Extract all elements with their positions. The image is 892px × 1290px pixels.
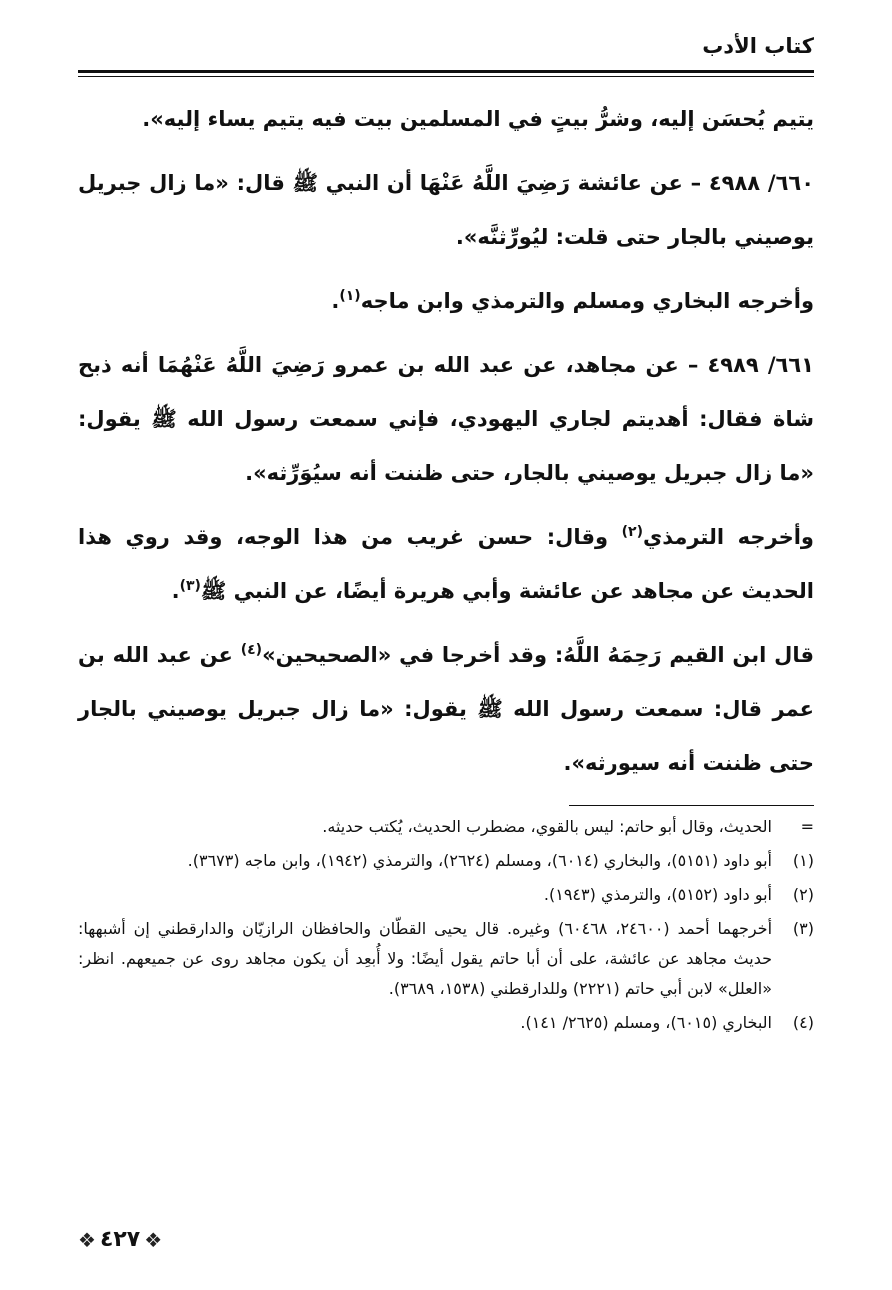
page-number-block <box>78 1227 162 1252</box>
paragraph-takhrij-1 <box>78 274 814 328</box>
square-ornament-icon: ❖ <box>78 1227 96 1252</box>
footnote-separator <box>569 805 814 806</box>
speaker-lead: قال ابن القيم <box>669 643 815 667</box>
footnote-text: أخرجهما أحمد (٢٤٦٠٠، ٦٠٤٦٨) وغيره. قال يحيى القطّان والحافظان الرازيّان والدارقطني إن أشبهها: حديث مجاهد عن عائشة، على أن أبا حاتم يقول أيضًا: ولا أُبعِد أن يكون مجاهد روى عن جميعهم. انظر: «العلل» لابن أبي حاتم (٢٢٢١) وللدارقطني (١٥٣٨، ٣٦٨٩). <box>78 919 773 998</box>
footnote-4 <box>78 1008 814 1038</box>
footnote-marker: (٣) <box>792 919 814 938</box>
header-rule-thick <box>78 70 814 73</box>
footnote-marker: (١) <box>792 851 814 870</box>
footnote-1 <box>78 846 814 876</box>
punct: . <box>171 579 180 603</box>
footnote-3 <box>78 914 814 1004</box>
footnote-ref-4[interactable]: (٤) <box>240 642 263 658</box>
footnote-text: أبو داود (٥١٥١)، والبخاري (٦٠١٤)، ومسلم (٢٦٢٤)، والترمذي (١٩٤٢)، وابن ماجه (٣٦٧٣). <box>187 851 772 870</box>
paragraph-ibn-qayyim <box>78 628 814 790</box>
comment-text: رَحِمَهُ اللَّهُ: وقد أخرجا في «الصحيحين» <box>262 643 670 667</box>
footnote-ref-3[interactable]: (٣) <box>179 578 201 594</box>
footnote-marker: (٤) <box>792 1013 814 1032</box>
footnote-text: الحديث، وقال أبو حاتم: ليس بالقوي، مضطرب الحديث، يُكتب حديثه. <box>322 817 772 836</box>
paragraph-takhrij-2 <box>78 510 814 618</box>
paragraph-hadith-660: ٦٦٠/ ٤٩٨٨ – عن عائشة رَضِيَ اللَّهُ عَنْهَا أن النبي ﷺ قال: «ما زال جبريل يوصيني بالجار حتى قلت: ليُورِّثنَّه». <box>78 171 815 249</box>
square-ornament-icon: ❖ <box>144 1227 163 1252</box>
punct: . <box>331 289 340 313</box>
takhrij-text: وأخرجه البخاري ومسلم والترمذي وابن ماجه <box>360 289 814 313</box>
takhrij-comment: وقال: حسن غريب من هذا الوجه، وقد روي هذا الحديث عن مجاهد عن عائشة وأبي هريرة أيضًا، عن النبي ﷺ <box>78 525 814 603</box>
footnote-ref-1[interactable]: (١) <box>339 288 361 304</box>
header-rule-thin <box>78 76 814 77</box>
running-title: كتاب الأدب <box>702 34 814 58</box>
footnote-text: البخاري (٦٠١٥)، ومسلم (٢٦٢٥/ ١٤١). <box>520 1013 772 1032</box>
takhrij-text: وأخرجه الترمذي <box>642 525 814 549</box>
footnote-marker: (٢) <box>792 885 814 904</box>
main-text <box>78 92 814 800</box>
footnote-2 <box>78 880 814 910</box>
paragraph-hadith-661: ٦٦١/ ٤٩٨٩ – عن مجاهد، عن عبد الله بن عمرو رَضِيَ اللَّهُ عَنْهُمَا أنه ذبح شاة فقال: أهديتم لجاري اليهودي، فإني سمعت رسول الله ﷺ يقول: «ما زال جبريل يوصيني بالجار، حتى ظننت أنه سيُوَرِّثه». <box>78 353 814 485</box>
footnote-marker: = <box>800 817 814 836</box>
page-number: ٤٢٧ <box>99 1227 141 1252</box>
footnote-text: أبو داود (٥١٥٢)، والترمذي (١٩٤٣). <box>543 885 772 904</box>
footnote-ref-2[interactable]: (٢) <box>621 524 643 540</box>
comment-text-cont: عن عبد الله بن عمر قال: سمعت رسول الله ﷺ يقول: «ما زال جبريل يوصيني بالجار حتى ظننت أنه سيورثه». <box>78 643 814 775</box>
footnote-continuation <box>78 812 814 842</box>
paragraph-1: يتيم يُحسَن إليه، وشرُّ بيتٍ في المسلمين بيت فيه يتيم يساء إليه». <box>142 107 814 131</box>
footnotes <box>78 812 814 1042</box>
